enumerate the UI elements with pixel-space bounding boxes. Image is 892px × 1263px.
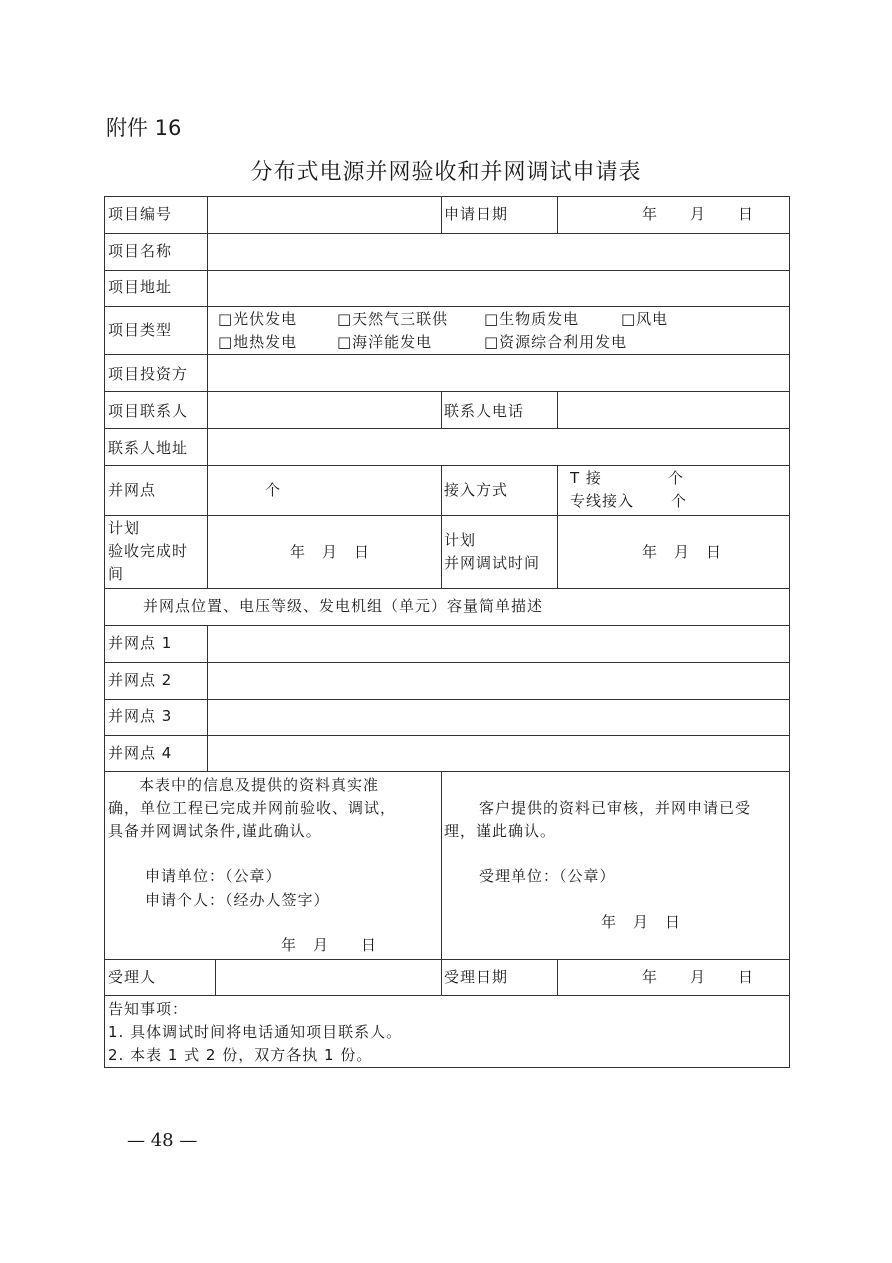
- checkbox-biomass[interactable]: □生物质发电: [484, 310, 580, 328]
- applicant-date: 年 月 日: [281, 936, 378, 954]
- grid-point-3: 并网点 3: [108, 707, 173, 725]
- label-contact: 项目联系人: [108, 402, 189, 420]
- checkbox-pv[interactable]: □光伏发电: [218, 310, 298, 328]
- label-contact-address: 联系人地址: [108, 439, 189, 457]
- declaration-line-1: 本表中的信息及提供的资料真实准: [139, 776, 380, 794]
- label-project-address: 项目地址: [108, 278, 173, 296]
- review-line-1: 客户提供的资料已审核，并网申请已受: [479, 799, 752, 817]
- review-line-2: 理，谨此确认。: [444, 822, 557, 840]
- checkbox-gas-cchp[interactable]: □天然气三联供: [337, 310, 449, 328]
- declaration-line-2: 确，单位工程已完成并网前验收、调试，: [108, 799, 397, 817]
- label-plan-debug-2: 并网调试时间: [444, 554, 541, 572]
- accept-unit: 受理单位：（公章）: [479, 867, 616, 885]
- application-form: [104, 196, 790, 1068]
- plan-accept-value: 年 月 日: [290, 543, 371, 561]
- notice-title: 告知事项：: [108, 1000, 189, 1018]
- label-project-no: 项目编号: [108, 205, 173, 223]
- label-apply-date: 申请日期: [444, 205, 509, 223]
- t-access-unit: 个: [668, 469, 685, 487]
- declaration-line-3: 具备并网调试条件,谨此确认。: [108, 822, 322, 840]
- dedicated-access-label: 专线接入: [570, 492, 635, 510]
- grid-point-unit: 个: [265, 481, 282, 499]
- label-plan-accept-1: 计划: [108, 519, 141, 537]
- notice-item-2: 2. 本表 1 式 2 份，双方各执 1 份。: [108, 1046, 373, 1064]
- applicant-person: 申请个人：（经办人签字）: [145, 891, 330, 909]
- handle-date-value: 年 月 日: [642, 968, 755, 986]
- label-investor: 项目投资方: [108, 365, 189, 383]
- label-plan-debug-1: 计划: [444, 531, 477, 549]
- accept-date: 年 月 日: [601, 913, 682, 931]
- label-plan-accept-3: 间: [108, 565, 125, 583]
- grid-point-1: 并网点 1: [108, 634, 173, 652]
- plan-debug-value: 年 月 日: [642, 543, 723, 561]
- checkbox-wind[interactable]: □风电: [621, 310, 669, 328]
- notice-item-1: 1. 具体调试时间将电话通知项目联系人。: [108, 1023, 403, 1041]
- label-handler: 受理人: [108, 968, 157, 986]
- label-grid-point: 并网点: [108, 481, 157, 499]
- checkbox-geothermal[interactable]: □地热发电: [218, 333, 298, 351]
- applicant-unit: 申请单位：（公章）: [145, 867, 282, 885]
- dedicated-access-unit: 个: [671, 492, 688, 510]
- grid-point-4: 并网点 4: [108, 744, 173, 762]
- checkbox-resource-reuse[interactable]: □资源综合利用发电: [484, 333, 628, 351]
- attachment-label: 附件 16: [106, 116, 182, 140]
- form-title: 分布式电源并网验收和并网调试申请表: [250, 160, 642, 185]
- description-header: 并网点位置、电压等级、发电机组（单元）容量简单描述: [143, 597, 544, 615]
- label-handle-date: 受理日期: [444, 968, 509, 986]
- label-project-name: 项目名称: [108, 242, 173, 260]
- label-project-type: 项目类型: [108, 321, 173, 339]
- grid-point-2: 并网点 2: [108, 671, 173, 689]
- checkbox-ocean[interactable]: □海洋能发电: [337, 333, 433, 351]
- page-number: — 48 —: [127, 1130, 198, 1151]
- label-access-mode: 接入方式: [444, 481, 509, 499]
- label-contact-phone: 联系人电话: [444, 402, 525, 420]
- label-plan-accept-2: 验收完成时: [108, 542, 189, 560]
- apply-date-value: 年 月 日: [642, 205, 755, 223]
- t-access-label: T 接: [570, 469, 602, 487]
